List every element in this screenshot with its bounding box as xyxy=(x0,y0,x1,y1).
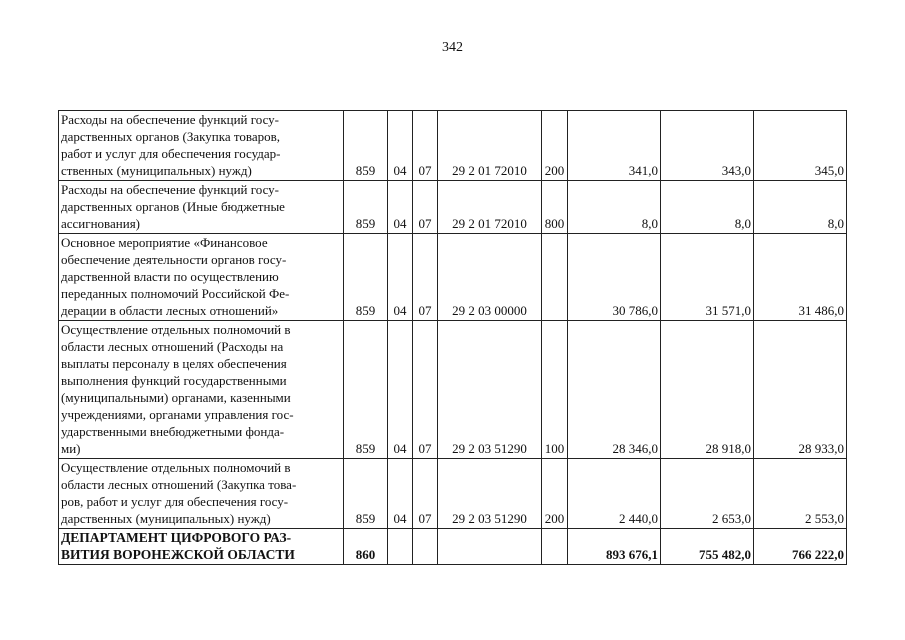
description-line: Осуществление отдельных полномочий в xyxy=(61,322,291,337)
cell-expense-type: 200 xyxy=(542,111,568,181)
description-line: области лесных отношений (Расходы на xyxy=(61,339,284,354)
description-line: ударственными внебюджетными фонда- xyxy=(61,424,285,439)
cell-ministry-code: 859 xyxy=(344,111,388,181)
cell-amount-year-3: 345,0 xyxy=(754,111,847,181)
cell-section-code xyxy=(388,529,413,565)
cell-target-article: 29 2 01 72010 xyxy=(438,111,542,181)
cell-section-code: 04 xyxy=(388,234,413,321)
cell-subsection-code: 07 xyxy=(413,234,438,321)
description-line: дарственной власти по осуществлению xyxy=(61,269,279,284)
cell-expense-type xyxy=(542,234,568,321)
cell-section-code: 04 xyxy=(388,459,413,529)
page-number: 342 xyxy=(442,40,463,55)
cell-ministry-code: 859 xyxy=(344,321,388,459)
cell-amount-year-1: 30 786,0 xyxy=(568,234,661,321)
cell-amount-year-1: 8,0 xyxy=(568,181,661,234)
cell-amount-year-3: 28 933,0 xyxy=(754,321,847,459)
cell-amount-year-2: 343,0 xyxy=(661,111,754,181)
table-row xyxy=(59,529,847,565)
table-row xyxy=(59,459,847,529)
cell-amount-year-2: 8,0 xyxy=(661,181,754,234)
cell-ministry-code: 859 xyxy=(344,181,388,234)
cell-target-article: 29 2 03 00000 xyxy=(438,234,542,321)
description-line: обеспечение деятельности органов госу- xyxy=(61,252,287,267)
cell-subsection-code: 07 xyxy=(413,321,438,459)
cell-amount-year-2: 31 571,0 xyxy=(661,234,754,321)
cell-ministry-code: 859 xyxy=(344,234,388,321)
cell-description xyxy=(59,181,344,234)
description-line: ДЕПАРТАМЕНТ ЦИФРОВОГО РАЗ- xyxy=(61,530,292,545)
cell-amount-year-2: 755 482,0 xyxy=(661,529,754,565)
description-line: дарственных органов (Иные бюджетные xyxy=(61,199,285,214)
cell-amount-year-3: 8,0 xyxy=(754,181,847,234)
cell-target-article xyxy=(438,529,542,565)
description-line: (муниципальными) органами, казенными xyxy=(61,390,291,405)
cell-description xyxy=(59,111,344,181)
description-line: переданных полномочий Российской Фе- xyxy=(61,286,290,301)
description-line: дерации в области лесных отношений» xyxy=(61,303,279,318)
cell-ministry-code: 859 xyxy=(344,459,388,529)
description-line: дарственных органов (Закупка товаров, xyxy=(61,129,280,144)
cell-amount-year-1: 28 346,0 xyxy=(568,321,661,459)
table-row xyxy=(59,181,847,234)
cell-amount-year-2: 28 918,0 xyxy=(661,321,754,459)
table-row xyxy=(59,321,847,459)
cell-subsection-code: 07 xyxy=(413,181,438,234)
cell-description xyxy=(59,321,344,459)
cell-target-article: 29 2 03 51290 xyxy=(438,459,542,529)
description-line: ственных (муниципальных) нужд) xyxy=(61,163,252,178)
cell-amount-year-1: 2 440,0 xyxy=(568,459,661,529)
cell-section-code: 04 xyxy=(388,181,413,234)
cell-target-article: 29 2 01 72010 xyxy=(438,181,542,234)
description-line: ров, работ и услуг для обеспечения госу- xyxy=(61,494,289,509)
cell-expense-type: 100 xyxy=(542,321,568,459)
description-line: дарственных (муниципальных) нужд) xyxy=(61,511,271,526)
description-line: Основное мероприятие «Финансовое xyxy=(61,235,268,250)
table-row xyxy=(59,111,847,181)
cell-expense-type: 200 xyxy=(542,459,568,529)
cell-target-article: 29 2 03 51290 xyxy=(438,321,542,459)
cell-expense-type xyxy=(542,529,568,565)
description-line: выполнения функций государственными xyxy=(61,373,287,388)
cell-ministry-code: 860 xyxy=(344,529,388,565)
cell-description xyxy=(59,459,344,529)
description-line: области лесных отношений (Закупка това- xyxy=(61,477,297,492)
table-row xyxy=(59,234,847,321)
cell-expense-type: 800 xyxy=(542,181,568,234)
cell-section-code: 04 xyxy=(388,111,413,181)
cell-amount-year-2: 2 653,0 xyxy=(661,459,754,529)
description-line: Расходы на обеспечение функций госу- xyxy=(61,112,280,127)
cell-subsection-code xyxy=(413,529,438,565)
description-line: Осуществление отдельных полномочий в xyxy=(61,460,291,475)
description-line: работ и услуг для обеспечения государ- xyxy=(61,146,281,161)
description-line: ВИТИЯ ВОРОНЕЖСКОЙ ОБЛАСТИ xyxy=(61,547,295,562)
description-line: выплаты персоналу в целях обеспечения xyxy=(61,356,287,371)
cell-amount-year-1: 341,0 xyxy=(568,111,661,181)
cell-section-code: 04 xyxy=(388,321,413,459)
description-line: ассигнования) xyxy=(61,216,141,231)
cell-amount-year-3: 2 553,0 xyxy=(754,459,847,529)
budget-table xyxy=(58,110,847,565)
cell-amount-year-3: 31 486,0 xyxy=(754,234,847,321)
description-line: Расходы на обеспечение функций госу- xyxy=(61,182,280,197)
cell-description xyxy=(59,529,344,565)
description-line: ми) xyxy=(61,441,81,456)
cell-subsection-code: 07 xyxy=(413,459,438,529)
description-line: учреждениями, органами управления гос- xyxy=(61,407,294,422)
cell-amount-year-1: 893 676,1 xyxy=(568,529,661,565)
cell-description xyxy=(59,234,344,321)
cell-amount-year-3: 766 222,0 xyxy=(754,529,847,565)
budget-table-body xyxy=(59,111,847,565)
cell-subsection-code: 07 xyxy=(413,111,438,181)
